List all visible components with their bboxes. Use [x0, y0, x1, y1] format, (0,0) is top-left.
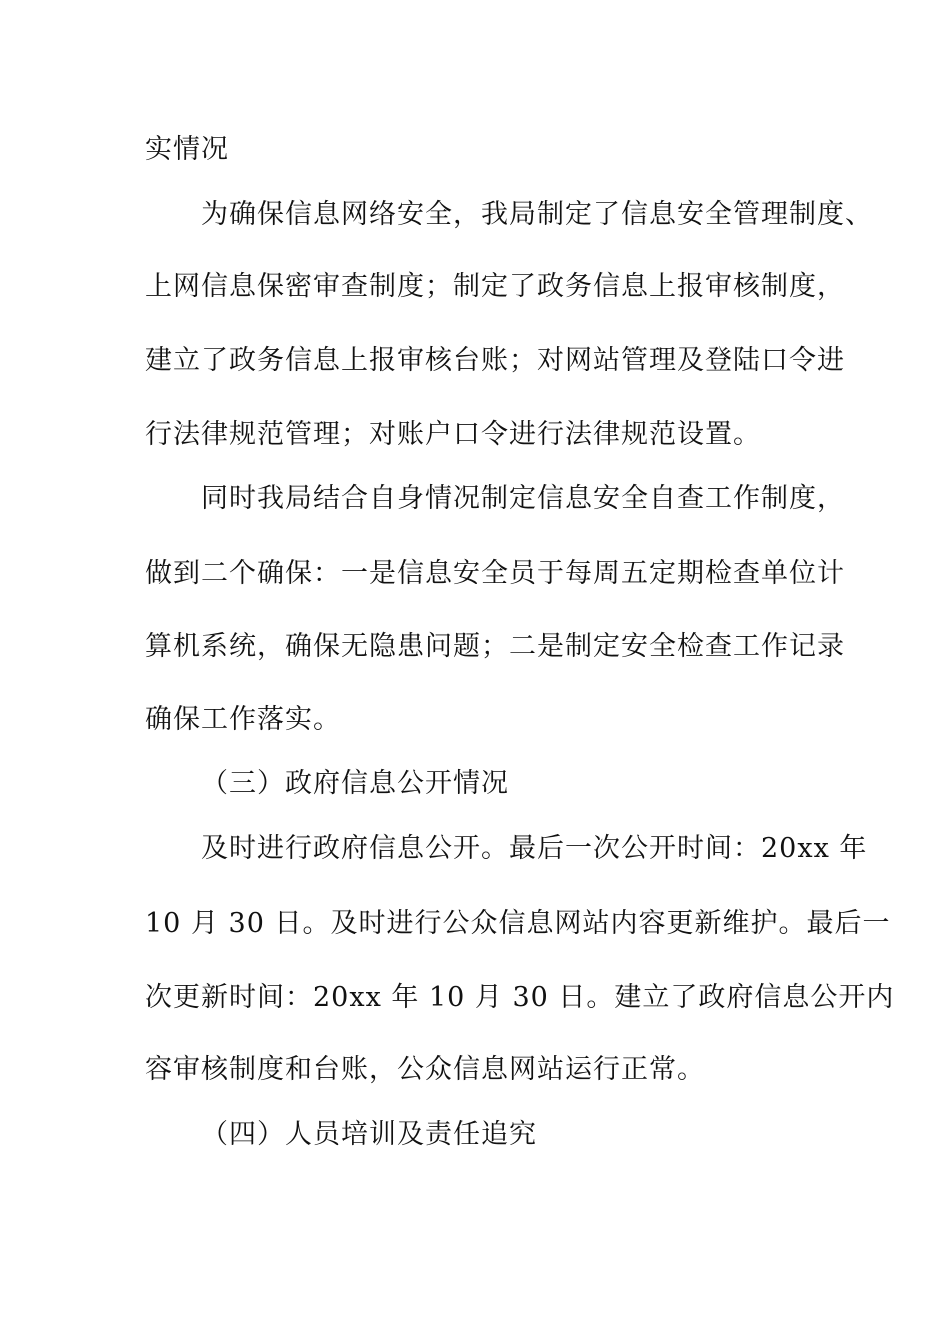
text-line: 容审核制度和台账，公众信息网站运行正常。: [145, 1054, 705, 1085]
text-line: 做到二个确保：一是信息安全员于每周五定期检查单位计: [145, 558, 845, 589]
text-line: 行法律规范管理；对账户口令进行法律规范设置。: [145, 419, 761, 450]
text-line: 实情况: [145, 134, 229, 165]
text-line: 确保工作落实。: [145, 704, 341, 735]
text-line: 次更新时间：20xx 年 10 月 30 日。建立了政府信息公开内: [145, 982, 895, 1013]
paragraph-start: 同时我局结合自身情况制定信息安全自查工作制度，: [201, 483, 845, 514]
paragraph-start: 及时进行政府信息公开。最后一次公开时间：20xx 年: [201, 833, 868, 864]
section-heading: （三）政府信息公开情况: [201, 768, 509, 799]
paragraph-start: 为确保信息网络安全，我局制定了信息安全管理制度、: [201, 199, 873, 230]
text-line: 算机系统，确保无隐患问题；二是制定安全检查工作记录: [145, 631, 845, 662]
text-line: 10 月 30 日。及时进行公众信息网站内容更新维护。最后一: [145, 908, 891, 939]
text-line: 上网信息保密审查制度；制定了政务信息上报审核制度，: [145, 271, 845, 302]
text-line: 建立了政务信息上报审核台账；对网站管理及登陆口令进: [145, 345, 845, 376]
section-heading: （四）人员培训及责任追究: [201, 1119, 537, 1150]
